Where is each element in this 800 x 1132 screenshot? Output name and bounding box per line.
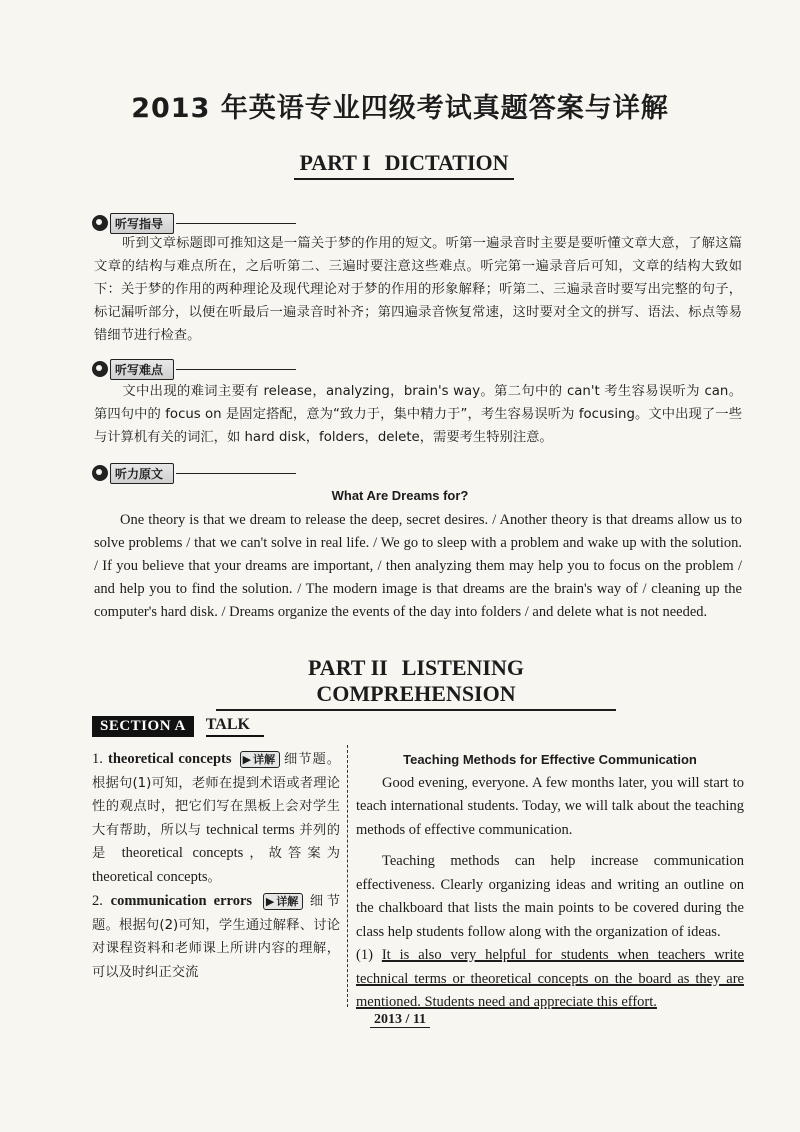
headphone-icon [92, 215, 108, 231]
page-number: 2013 / 11 [370, 1012, 430, 1028]
answer-explanation: 并列的是 [92, 822, 341, 861]
answer-text: theoretical concepts [108, 751, 232, 767]
column-divider [347, 745, 348, 1007]
page-footer [0, 1012, 800, 1028]
section-badge: SECTION A [92, 716, 194, 737]
label-underline [176, 223, 296, 224]
guide-label-box [92, 214, 296, 232]
answer-kind: 细节题。 [283, 752, 340, 767]
detail-label: 详解 [253, 753, 276, 766]
answer-explanation: ，故答案为 [243, 846, 341, 861]
sentence-marker: (1) [356, 947, 373, 963]
guide-paragraph [94, 232, 742, 347]
difficulty-label: 听写难点 [110, 359, 174, 380]
detail-badge [240, 751, 280, 768]
talk-column [356, 748, 744, 1015]
dictation-text: One theory is that we dream to release the deep, secret desires. / Another theory is that dreams allow us to solve problems / that we can't solve in real life. / We go to sleep with a problem and wake up with the solution. / If you believe that your dreams are important, / then analyzing them may help you to focus on the problem / and help you to find the solution. / The modern image is that dreams are the brain's way of / cleaning up the computer's hard disk. / Dreams organize the events of the day into folders / and delete what is not needed. [94, 512, 742, 620]
part1-name: DICTATION [384, 150, 509, 175]
part2-label: PART II [308, 655, 388, 680]
talk-paragraph [356, 850, 744, 944]
part1-heading [294, 150, 514, 180]
answer-kind: 细节题。 [92, 894, 340, 933]
detail-badge [263, 893, 303, 910]
play-icon: ▶ [265, 895, 275, 908]
answer-term: theoretical concepts [121, 845, 244, 861]
dictation-paragraph [94, 509, 742, 624]
part2-heading [216, 655, 616, 711]
section-a-banner [92, 716, 264, 737]
script-label-box [92, 464, 296, 482]
answer-text: communication errors [110, 893, 253, 909]
section-title: TALK [206, 716, 264, 737]
difficulty-paragraph [94, 380, 742, 449]
guide-label: 听写指导 [110, 213, 174, 234]
answer-explanation: 根据句(2)可知，学生通过解释、讨论对课程资料和老师课上所讲内容的理解，可以及时纠正交流 [92, 917, 341, 980]
underlined-sentence: It is also very helpful for students when teachers write technical terms or theoretical concepts on the board as they are mentioned. Students need and appreciate this effort. [356, 947, 744, 1010]
play-icon: ▶ [242, 753, 252, 766]
answer-term: technical terms [206, 821, 295, 838]
answers-column [92, 748, 340, 984]
talk-text: Teaching methods can help increase communication effectiveness. Clearly organizing ideas and writing an outline on the chalkboard that lists the main points to be covered during the class help students follow along with the organization of ideas. [356, 853, 744, 940]
talk-text: Good evening, everyone. A few months later, you will start to teach international students. Today, we will talk about the teaching methods of effective communication. [356, 774, 744, 838]
answer-number: 2. [92, 893, 103, 909]
answer-term: theoretical concepts [92, 868, 208, 885]
page-title: 2013 年英语专业四级考试真题答案与详解 [131, 93, 669, 124]
label-underline [176, 473, 296, 474]
answer-explanation: 根据句(1)可知，老师在提到术语或者理论性的观点时，把它们写在黑板上会对学生大有帮助，所以与 [92, 775, 340, 838]
headphone-icon [92, 361, 108, 377]
difficulty-label-box [92, 360, 296, 378]
answer-explanation: 。 [207, 869, 221, 885]
headphone-icon [92, 465, 108, 481]
part1-label: PART I [299, 150, 371, 175]
part2-name: LISTENING COMPREHENSION [316, 655, 524, 706]
talk-paragraph [356, 772, 744, 843]
talk-paragraph [356, 944, 744, 1015]
detail-label: 详解 [276, 895, 299, 908]
guide-text: 听到文章标题即可推知这是一篇关于梦的作用的短文。听第一遍录音时主要是要听懂文章大意，了解这篇文章的结构与难点所在，之后听第二、三遍时要注意这些难点。听完第一遍录音后可知，文章的结构大致如下：关于梦的作用的两种理论及现代理论对于梦的作用的形象解释；听第二、三遍录音时要写出完整的句子，标记漏听部分，以便在听最后一遍录音时补齐；第四遍录音恢复常速，这时要对全文的拼写、语法、标点等易错细节进行检查。 [94, 236, 742, 343]
answer-number: 1. [92, 751, 103, 767]
answer-item [92, 748, 340, 889]
difficulty-text: 文中出现的难词主要有 release，analyzing，brain's way。第二句中的 can't 考生容易误听为 can。第四句中的 focus on 是固定搭配，意为“致力于，集中精力于”，考生容易误听为 focusing。文中出现了一些与计算机有关的词汇，如 hard disk，folders，delete，需要考生特别注意。 [94, 384, 742, 445]
talk-title: Teaching Methods for Effective Communication [403, 752, 697, 767]
label-underline [176, 369, 296, 370]
dictation-title: What Are Dreams for? [331, 488, 469, 503]
script-label: 听力原文 [110, 463, 174, 484]
answer-item [92, 890, 340, 984]
